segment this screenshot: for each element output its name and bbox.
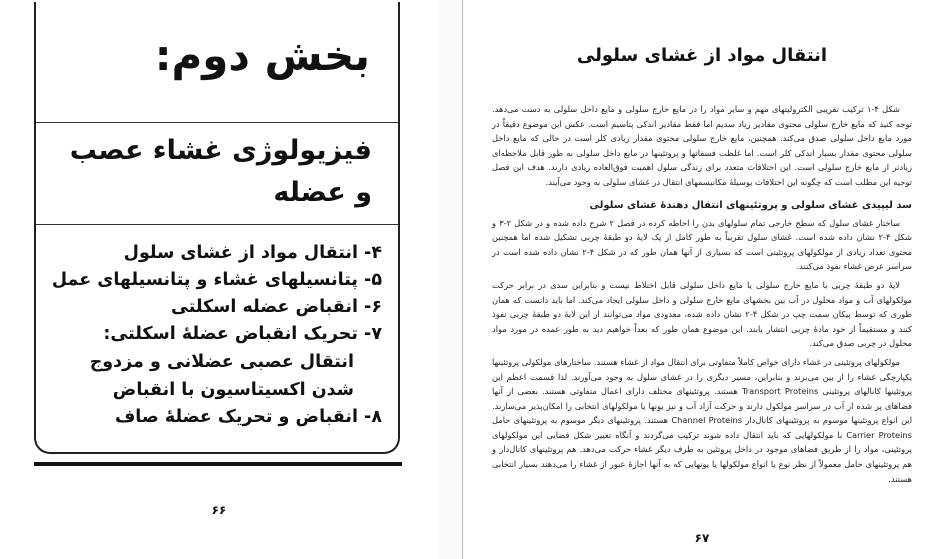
chapter-title: انتقال مواد از غشای سلولی (576, 45, 828, 66)
page-number-right: ۶۷ (694, 531, 710, 545)
subheading: سد لیپیدی غشای سلولی و پروتئینهای انتقال دهندهٔ غشای سلولی (589, 199, 912, 211)
page-number-left: ۶۶ (211, 503, 227, 517)
page-divider (34, 462, 402, 466)
gutter-line (462, 0, 463, 559)
section-heading: بخش دوم: (154, 31, 370, 80)
paragraph: شکل ۴-۱ ترکیب تقریبی الکترولیتهای مهم و سایر مواد را در مایع خارج سلولی و مایع داخل سلولی به دست می‌دهد. توجه کنید که مایع خارج سلولی محتوی مقادیر زیاد سدیم اما فقط مقادیر اندکی پتاسیم است. عکس این موضوع دقیقاً در مورد مایع داخل سلولی صدق می‌کند. همچنین، مایع خارج سلولی محتوی مقدار زیادی کلر است در حالی که مایع داخل سلولی محتوی مقدار بسیار اندکی کلر است. اما غلظت فسفاتها و پروتئینها در مایع داخل سلولی به طور قابل ملاحظه‌ای زیادتر از مایع خارج سلولی است. این اختلافات متعدد برای زندگی سلول اهمیت فوق‌العاده زیادی دارند. هدف این فصل توجیه این مطلب است که چگونه این اختلافات بوسیلهٔ مکانیسمهای انتقال در غشای سلولی به وجود می‌آیند. (492, 104, 912, 187)
bottom-rule (36, 224, 398, 225)
book-gutter (438, 0, 464, 559)
chapter-list-item: ۴- انتقال مواد از غشای سلول (123, 243, 382, 263)
paragraph: مولکولهای پروتئینی در غشاء دارای خواص کاملاً متفاوتی برای انتقال مواد از غشاء هستند. ساختارهای مولکولی پروتئینها یکپارچگی غشاء را از بین می‌برند و بنابراین، مسیر دیگری را در غشای سلول به وجود می‌آورند. لذا قسمت اعظم این پروتئینها کانالهای پروتئینی Transport Proteins هستند. پروتئینهای مختلف دارای اعمال متفاوتی هستند. بعضی از آنها فضاهای پر شده از آب در سراسر مولکول دارند و حرکت آزاد آب و نیز یونها یا مولکولهای انتخابی را امکان‌پذیر می‌سازند. این انواع پروتئینها موسوم به پروتئینهای کانال‌دار Channel Proteins هستند. پروتئینهای دیگر موسوم به پروتئینهای حامل Carrier Proteins با مولکولهایی که باید انتقال داده شوند ترکیب می‌گردند و آنگاه تغییر شکل فضایی این مولکولهای پروتئینی، مواد را از طریق فضاهای موجود در داخل پروتئین به طرف دیگر غشاء حرکت می‌دهد. هم پروتئینهای کانال‌دار و هم پروتئینهای حامل معمولاً از نظر نوع یا انواع مولکولها یا یونهایی که به آنها اجازهٔ عبور از غشاء را می‌دهند بسیار انتخابی هستند. (492, 356, 913, 484)
paragraph: ساختار غشای سلول که سطح خارجی تمام سلولهای بدن را احاطه کرده در فصل ۲ شرح داده شده و در شکل ۲-۳ و شکل ۴-۲ نشان داده شده است. غشای سلول تقریباً به طور کامل از یک لایهٔ دو طبقهٔ چربی تشکیل شده اما همچنین محتوی تعداد زیادی از مولکولهای پروتئینی است که بسیاری از آنها همان طور که در شکل ۴-۲ نشان داده شده است در سراسر عرض غشاء نفوذ می‌کنند. (492, 217, 912, 272)
chapter-list-item: ۵- پتانسیلهای غشاء و پتانسیلهای عمل (51, 270, 382, 290)
top-rule (36, 122, 398, 123)
body-text (492, 102, 912, 490)
section-intro-box (34, 2, 400, 454)
chapter-list-item: ۷- تحریک انقباض عضلهٔ اسکلتی: (103, 324, 382, 344)
left-page (0, 0, 438, 559)
part-title: فیزیولوژی غشاء عصب و عضله (69, 135, 372, 208)
paragraph: لایهٔ دو طبقهٔ چربی با مایع خارج سلولی یا مایع داخل سلولی قابل اختلاط نیست و بنابراین سدی در برابر حرکت مولکولهای آب و مواد محلول در آب بین بخشهای مایع خارج سلولی و داخل سلولی ایجاد می‌کند. اما باید دانست که همان طوری که توسط پیکان سمت چپ در شکل ۴-۲ نشان داده شده، معدودی مواد می‌توانند از این لایهٔ دو طبقهٔ چربی نفوذ کنند و مستقیماً از خود مادهٔ چربی انتشار یابند. این موضوع همان طور که بعداً خواهیم دید به طور عمده در مورد مواد محلول در چربی صدق می‌کند. (492, 279, 912, 349)
right-page (472, 0, 932, 559)
chapter-list-item: ۶- انقباض عضله اسکلتی (171, 297, 382, 317)
chapter-list-subitem: انتقال عصبی عضلانی و مزدوج شدن اکسیتاسیون با انقباض (89, 352, 354, 400)
chapter-list-item: ۸- انقباض و تحریک عضلهٔ صاف (114, 407, 382, 427)
chapter-list (44, 240, 382, 431)
